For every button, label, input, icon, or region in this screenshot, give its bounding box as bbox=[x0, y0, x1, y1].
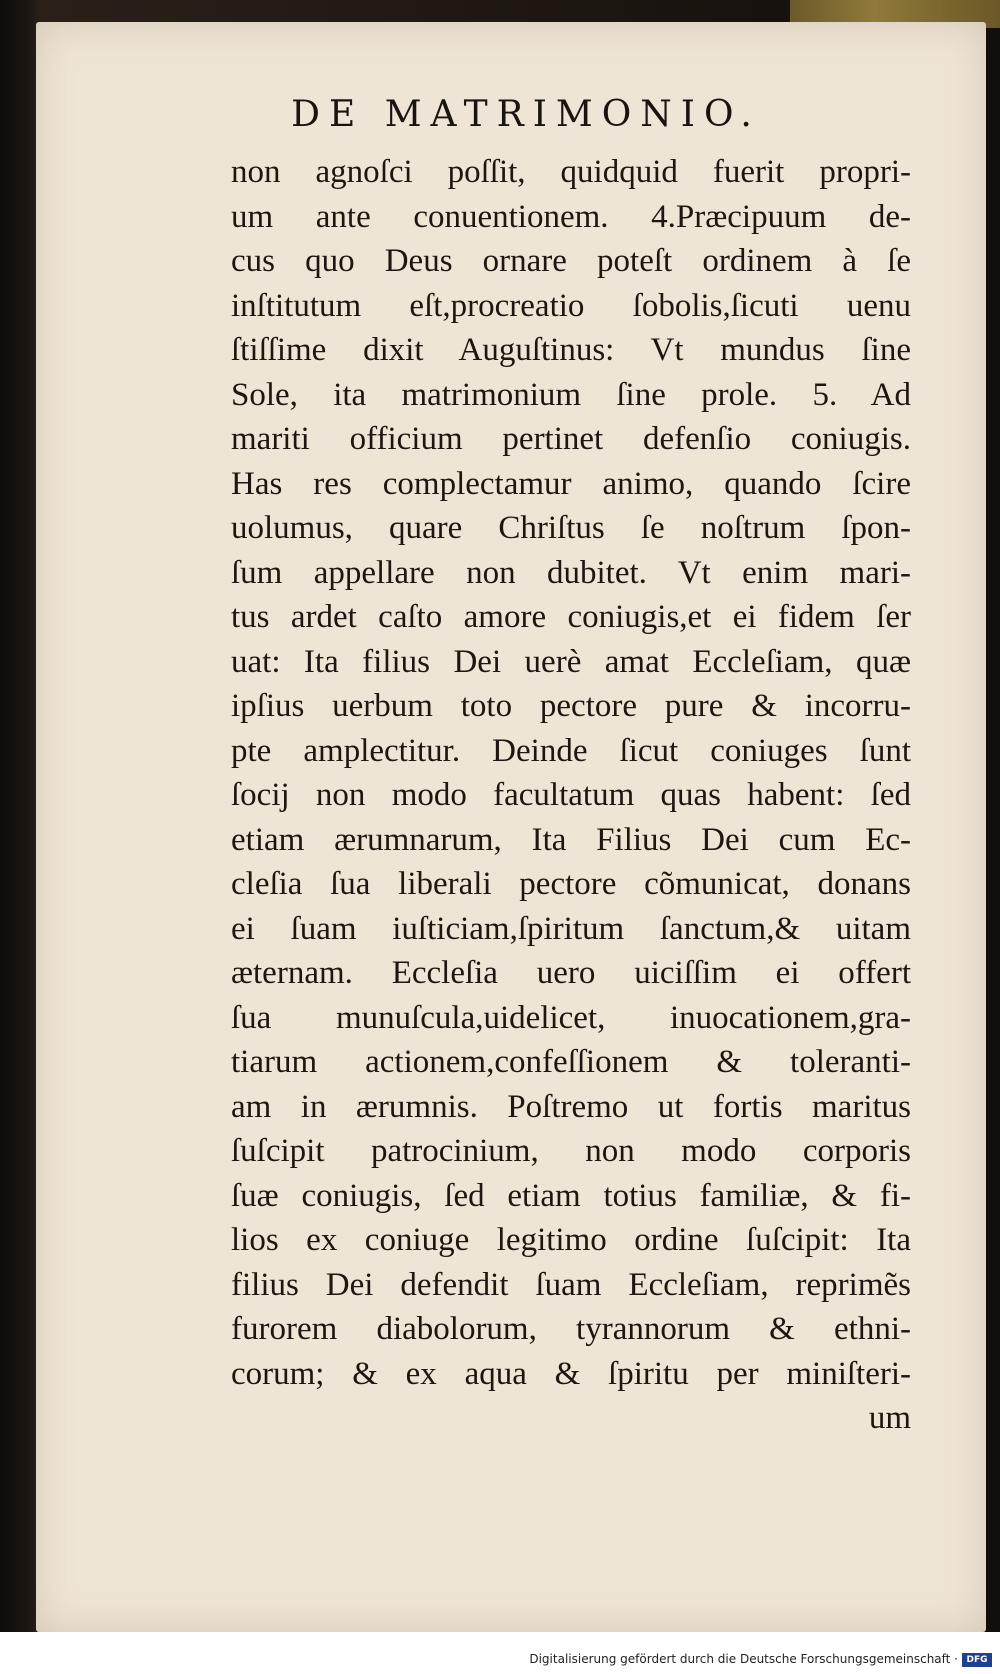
text-line: non agnoſci poſſit, quidquid fuerit propri- bbox=[231, 154, 911, 190]
text-line: uolumus, quare Chriſtus ſe noſtrum ſpon- bbox=[231, 510, 911, 546]
text-line: cus quo Deus ornare poteſt ordinem à ſe bbox=[231, 243, 911, 279]
text-line: uat: Ita filius Dei uerè amat Eccleſiam, quæ bbox=[231, 643, 911, 680]
text-line: lios ex coniuge legitimo ordine ſuſcipit: Ita bbox=[231, 1222, 911, 1258]
text-line: pte amplectitur. Deinde ſicut coniuges ſunt bbox=[231, 732, 911, 769]
text-line: ſuæ coniugis, ſed etiam totius familiæ, & fi- bbox=[231, 1177, 911, 1214]
running-header: DE MATRIMONIO. bbox=[291, 94, 761, 135]
text-line: ei ſuam iuſticiam,ſpiritum ſanctum,& uitam bbox=[231, 910, 911, 947]
text-line: ſocij non modo facultatum quas habent: ſed bbox=[231, 777, 911, 813]
text-line: ipſius uerbum toto pectore pure & incorru- bbox=[231, 688, 911, 724]
text-line: tus ardet caſto amore coniugis,et ei fidem ſer bbox=[231, 599, 911, 635]
text-line: cleſia ſua liberali pectore cõmunicat, donans bbox=[231, 866, 911, 902]
text-line: mariti officium pertinet defenſio coniugis. bbox=[231, 421, 911, 457]
dfg-logo: DFG bbox=[962, 1653, 992, 1667]
text-line: um bbox=[868, 1400, 911, 1436]
text-line: corum; & ex aqua & ſpiritu per miniſteri- bbox=[231, 1355, 911, 1392]
text-line: filius Dei defendit ſuam Eccleſiam, reprimẽs bbox=[231, 1266, 911, 1303]
text-line: inſtitutum eſt,procreatio ſobolis,ſicuti uenu bbox=[231, 287, 911, 324]
text-line: um ante conuentionem. 4.Præcipuum de- bbox=[231, 198, 911, 235]
book-page bbox=[36, 22, 986, 1632]
text-line: ſtiſſime dixit Auguſtinus: Vt mundus ſine bbox=[231, 332, 911, 368]
text-line: ſum appellare non dubitet. Vt enim mari- bbox=[231, 554, 911, 591]
text-line: am in ærumnis. Poſtremo ut fortis maritus bbox=[231, 1088, 911, 1125]
text-line: Sole, ita matrimonium ſine prole. 5. Ad bbox=[231, 376, 911, 413]
footer-bar bbox=[0, 1632, 1000, 1674]
text-line: etiam ærumnarum, Ita Filius Dei cum Ec- bbox=[231, 821, 911, 858]
text-line: furorem diabolorum, tyrannorum & ethni- bbox=[231, 1311, 911, 1347]
text-line: tiarum actionem,confeſſionem & toleranti- bbox=[231, 1044, 911, 1080]
text-line: Has res complectamur animo, quando ſcire bbox=[231, 465, 911, 502]
text-line: æternam. Eccleſia uero uiciſſim ei offert bbox=[231, 955, 911, 991]
text-line: ſua munuſcula,uidelicet, inuocationem,gra- bbox=[231, 999, 911, 1036]
text-line: ſuſcipit patrocinium, non modo corporis bbox=[231, 1133, 911, 1169]
footer-credit: Digitalisierung gefördert durch die Deutsche Forschungsgemeinschaft · bbox=[529, 1652, 958, 1666]
text-block bbox=[231, 150, 911, 1441]
